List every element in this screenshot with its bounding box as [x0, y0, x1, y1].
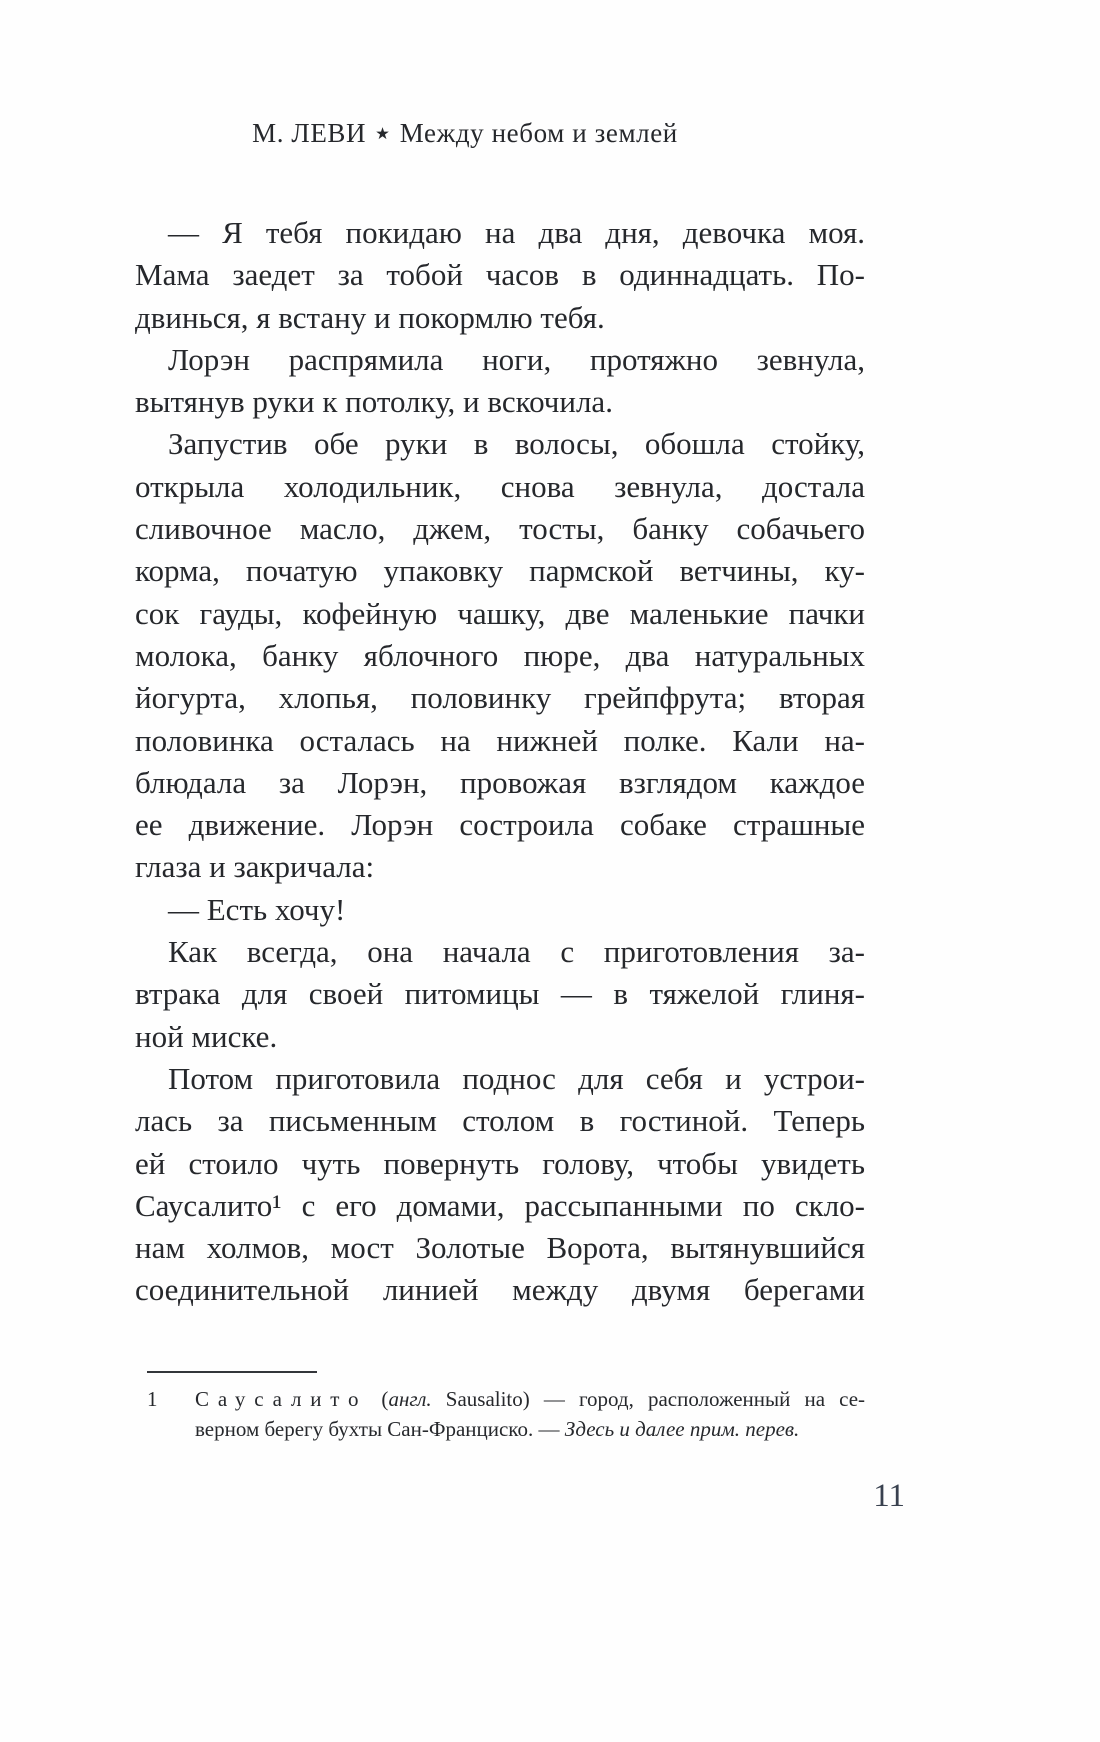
footnote-rule [147, 1371, 317, 1373]
text-line: сок гауды, кофейную чашку, две маленькие пачки [135, 595, 865, 631]
text-line: ей стоило чуть повернуть голову, чтобы увидеть [135, 1145, 865, 1181]
running-header [100, 118, 830, 149]
text-line: двинься, я встану и покормлю тебя. [135, 299, 605, 335]
text-line: Лорэн распрямила ноги, протяжно зевнула, [168, 341, 865, 377]
text-line: ее движение. Лорэн состроила собаке страшные [135, 807, 865, 843]
paragraph [135, 1058, 865, 1312]
footnote [147, 1384, 865, 1444]
footnote-line [195, 1384, 865, 1414]
paragraph [135, 889, 865, 931]
text-line: корма, початую упаковку пармской ветчины, ку- [135, 553, 865, 589]
text-line: ной миске. [135, 1018, 278, 1054]
text-line: Запустив обе руки в волосы, обошла стойку, [168, 426, 865, 462]
footnote-segment: верном берегу бухты Сан-Франциско. — [195, 1417, 565, 1441]
text-line: втрака для своей питомицы — в тяжелой глиня- [135, 976, 865, 1012]
running-header-author: М. ЛЕВИ [252, 118, 367, 148]
text-line: блюдала за Лорэн, провожая взглядом каждое [135, 764, 865, 800]
footnote-segment: англ. [388, 1387, 432, 1411]
footnote-segment: Sausalito) — город, расположенный на се- [431, 1387, 866, 1411]
text-line: открыла холодильник, снова зевнула, достала [135, 468, 865, 504]
star-separator-icon: ★ [375, 124, 391, 143]
footnote-segment: Саусалито [195, 1387, 368, 1411]
text-line: молока, банку яблочного пюре, два натуральных [135, 637, 865, 673]
footnote-text [195, 1384, 865, 1444]
text-line: половинка осталась на нижней полке. Кали на- [135, 722, 865, 758]
text-line: вытянув руки к потолку, и вскочила. [135, 384, 613, 420]
text-line: Потом приготовила поднос для себя и устрои- [168, 1060, 865, 1096]
footnote-segment: ( [367, 1387, 389, 1411]
paragraph [135, 423, 865, 888]
text-line: Саусалито¹ с его домами, рассыпанными по скло- [135, 1187, 865, 1223]
paragraph [135, 931, 865, 1058]
text-line: нам холмов, мост Золотые Ворота, вытянувшийся [135, 1230, 865, 1266]
body-text [135, 212, 865, 1312]
text-line: — Я тебя покидаю на два дня, девочка моя. [168, 215, 865, 250]
page-number: 11 [873, 1478, 905, 1514]
text-line: глаза и закричала: [135, 849, 375, 885]
footnote-segment: Здесь и далее прим. перев. [564, 1417, 800, 1441]
text-line: йогурта, хлопья, половинку грейпфрута; вторая [135, 680, 865, 716]
paragraph [135, 212, 865, 339]
text-line: — Есть хочу! [168, 891, 346, 927]
running-header-title: Между небом и землей [399, 118, 678, 148]
text-line: лась за письменным столом в гостиной. Теперь [135, 1103, 865, 1139]
text-line: Мама заедет за тобой часов в одиннадцать. По- [135, 257, 865, 293]
footnote-marker: 1 [147, 1387, 158, 1411]
text-line: соединительной линией между двумя берегами [135, 1272, 865, 1308]
text-line: сливочное масло, джем, тосты, банку собачьего [135, 511, 865, 547]
text-line: Как всегда, она начала с приготовления за- [168, 934, 865, 970]
paragraph [135, 339, 865, 424]
footnote-line [195, 1414, 865, 1444]
